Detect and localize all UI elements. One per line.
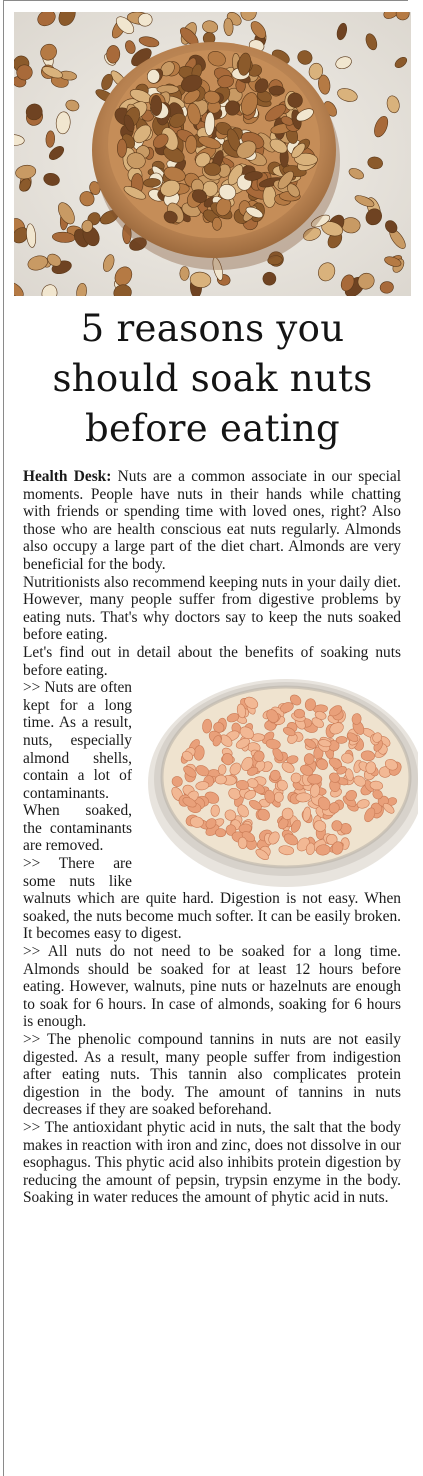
bowl-nut (212, 217, 221, 230)
bowl-nut (150, 95, 162, 116)
lead-paragraph (23, 468, 401, 574)
soaked-peanut (307, 774, 322, 784)
dateline-label: Health Desk: (23, 468, 112, 485)
bowl-nut (269, 86, 285, 95)
lead-text: Nuts are a common associate in our special moments. People have nuts in their hands while chatting with friends or spending time with loved ones, right? Also those who are health conscious eat nuts regularly. Almonds also occupy a large part of the diet chart. Almonds are very beneficial for the body. (23, 468, 401, 573)
article-paragraph: >> All nuts do not need to be soaked for a long time. Almonds should be soaked for at least 12 hours before eating. However, walnuts, pine nuts or hazelnuts are enough to soak for 6 hours. In case of almonds, soaking for 6 hours is enough. (23, 943, 401, 1031)
article-paragraph: >> The antioxidant phytic acid in nuts, the salt that the body makes in reaction with iron and zinc, does not dissolve in our esophagus. This phytic acid also inhibits protein digestion by reducing the amount of pepsin, trypsin enzyme in the body. Soaking in water reduces the amount of phytic acid in nuts. (23, 1118, 401, 1207)
bowl-nut (117, 139, 127, 157)
article-paragraph: >> The phenolic compound tannins in nuts are not easily digested. As a result, many people suffer from indigestion after eating nuts. This tannin also complicates protein digestion in the body. The amount of tannins in nuts decreases if they are soaked beforehand. (23, 1031, 401, 1119)
column-rule-top (3, 0, 408, 1)
article-paragraph: Nutritionists also recommend keeping nuts in your daily diet. However, many people suffer from digestive problems by eating nuts. That's why doctors say to keep the nuts soaked before eating. (23, 573, 401, 644)
column-rule-left (3, 0, 4, 1476)
article-headline (14, 304, 411, 454)
soaked-peanut (215, 775, 226, 784)
soaked-peanut (215, 829, 225, 837)
headline-line-2: should soak nuts (52, 357, 373, 400)
bowl-nut (225, 101, 239, 116)
article-paragraph: >> There are some nuts like walnuts which are quite hard. Digestion is not easy. When soaked, the nuts become much softer. It can be easily broken. It becomes easy to digest. (23, 855, 401, 943)
bowl-nut (185, 135, 197, 153)
soaked-peanut (336, 736, 347, 744)
article-paragraph: >> Nuts are often kept for a long time. As a result, nuts, especially almond shells, contain a lot of contaminants. When soaked, the contaminants are removed. (23, 679, 132, 855)
soaked-peanut (274, 792, 284, 803)
headline-line-3: before eating (85, 407, 340, 450)
soaked-peanuts-photo (136, 679, 418, 887)
headline-line-1: 5 reasons you (80, 307, 345, 350)
soaked-peanut (332, 820, 343, 831)
article-paragraph: Let's find out in detail about the benefits of soaking nuts before eating. (23, 643, 401, 679)
mixed-nuts-bowl-photo (14, 12, 411, 296)
table-nut (180, 266, 190, 280)
article-body (23, 468, 401, 1207)
bowl-nut (147, 69, 160, 83)
